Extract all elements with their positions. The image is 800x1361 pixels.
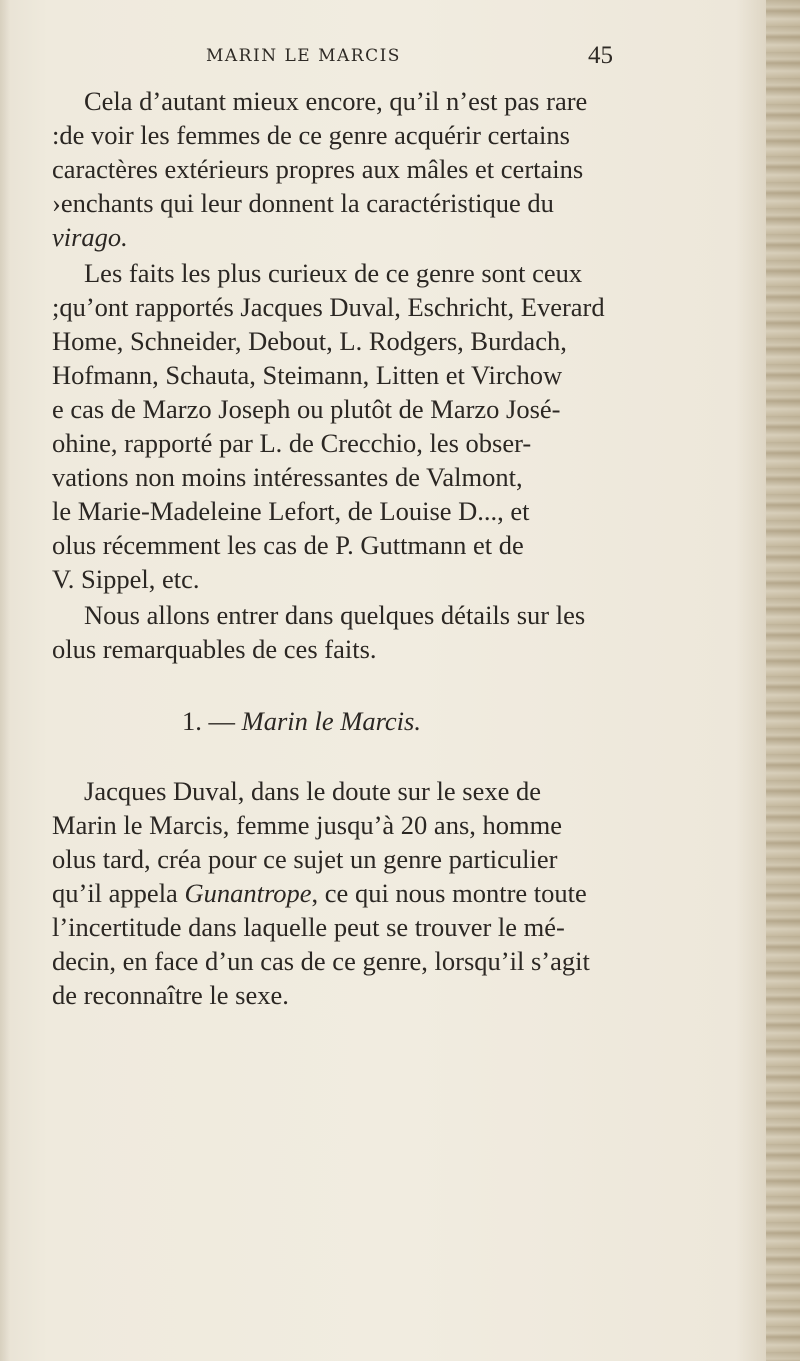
text-line: Marin le Marcis, femme jusqu’à 20 ans, homme [52, 810, 562, 840]
page-number: 45 [588, 42, 613, 69]
text-fragment: qu’il appela [52, 878, 185, 908]
text-line: Cela d’autant mieux encore, qu’il n’est pas rare [84, 86, 588, 116]
text-line: Home, Schneider, Debout, L. Rodgers, Burdach, [52, 326, 567, 356]
section-title: Marin le Marcis. [241, 706, 421, 736]
text-line: olus remarquables de ces faits. [52, 634, 377, 664]
text-line: l’incertitude dans laquelle peut se trouver le mé- [52, 912, 565, 942]
text-line: le Marie-Madeleine Lefort, de Louise D..., et [52, 496, 530, 526]
running-title: MARIN LE MARCIS [206, 46, 401, 66]
text-line: caractères extérieurs propres aux mâles et certains [52, 154, 584, 184]
text-line: decin, en face d’un cas de ce genre, lorsqu’il s’agit [52, 946, 590, 976]
text-line: Hofmann, Schauta, Steimann, Litten et Virchow [52, 360, 563, 390]
text-line: ›enchants qui leur donnent la caractéristique du [52, 188, 554, 218]
text-line: olus récemment les cas de P. Guttmann et de [52, 530, 524, 560]
text-line: Nous allons entrer dans quelques détails sur les [84, 600, 586, 630]
running-head [0, 42, 760, 76]
italic-term: Gunantrope [184, 878, 312, 908]
section-heading [182, 704, 421, 738]
page-right-edge [766, 0, 800, 1361]
text-line: V. Sippel, etc. [52, 564, 200, 594]
text-line: olus tard, créa pour ce sujet un genre particulier [52, 844, 558, 874]
text-fragment: , ce qui nous montre toute [311, 878, 587, 908]
text-line: vations non moins intéressantes de Valmont, [52, 462, 523, 492]
text-line: ;qu’ont rapportés Jacques Duval, Eschricht, Everard [52, 292, 605, 322]
text-line: de reconnaître le sexe. [52, 980, 289, 1010]
section-number: 1. — [182, 706, 235, 736]
text-line: Jacques Duval, dans le doute sur le sexe de [84, 776, 541, 806]
text-line: ohine, rapporté par L. de Crecchio, les obser- [52, 428, 532, 458]
text-line: :de voir les femmes de ce genre acquérir certains [52, 120, 570, 150]
text-line: e cas de Marzo Joseph ou plutôt de Marzo José- [52, 394, 561, 424]
page-left-shadow [0, 0, 10, 1361]
text-line: virago. [52, 222, 128, 252]
text-line: Les faits les plus curieux de ce genre sont ceux [84, 258, 583, 288]
text-line [52, 876, 587, 910]
